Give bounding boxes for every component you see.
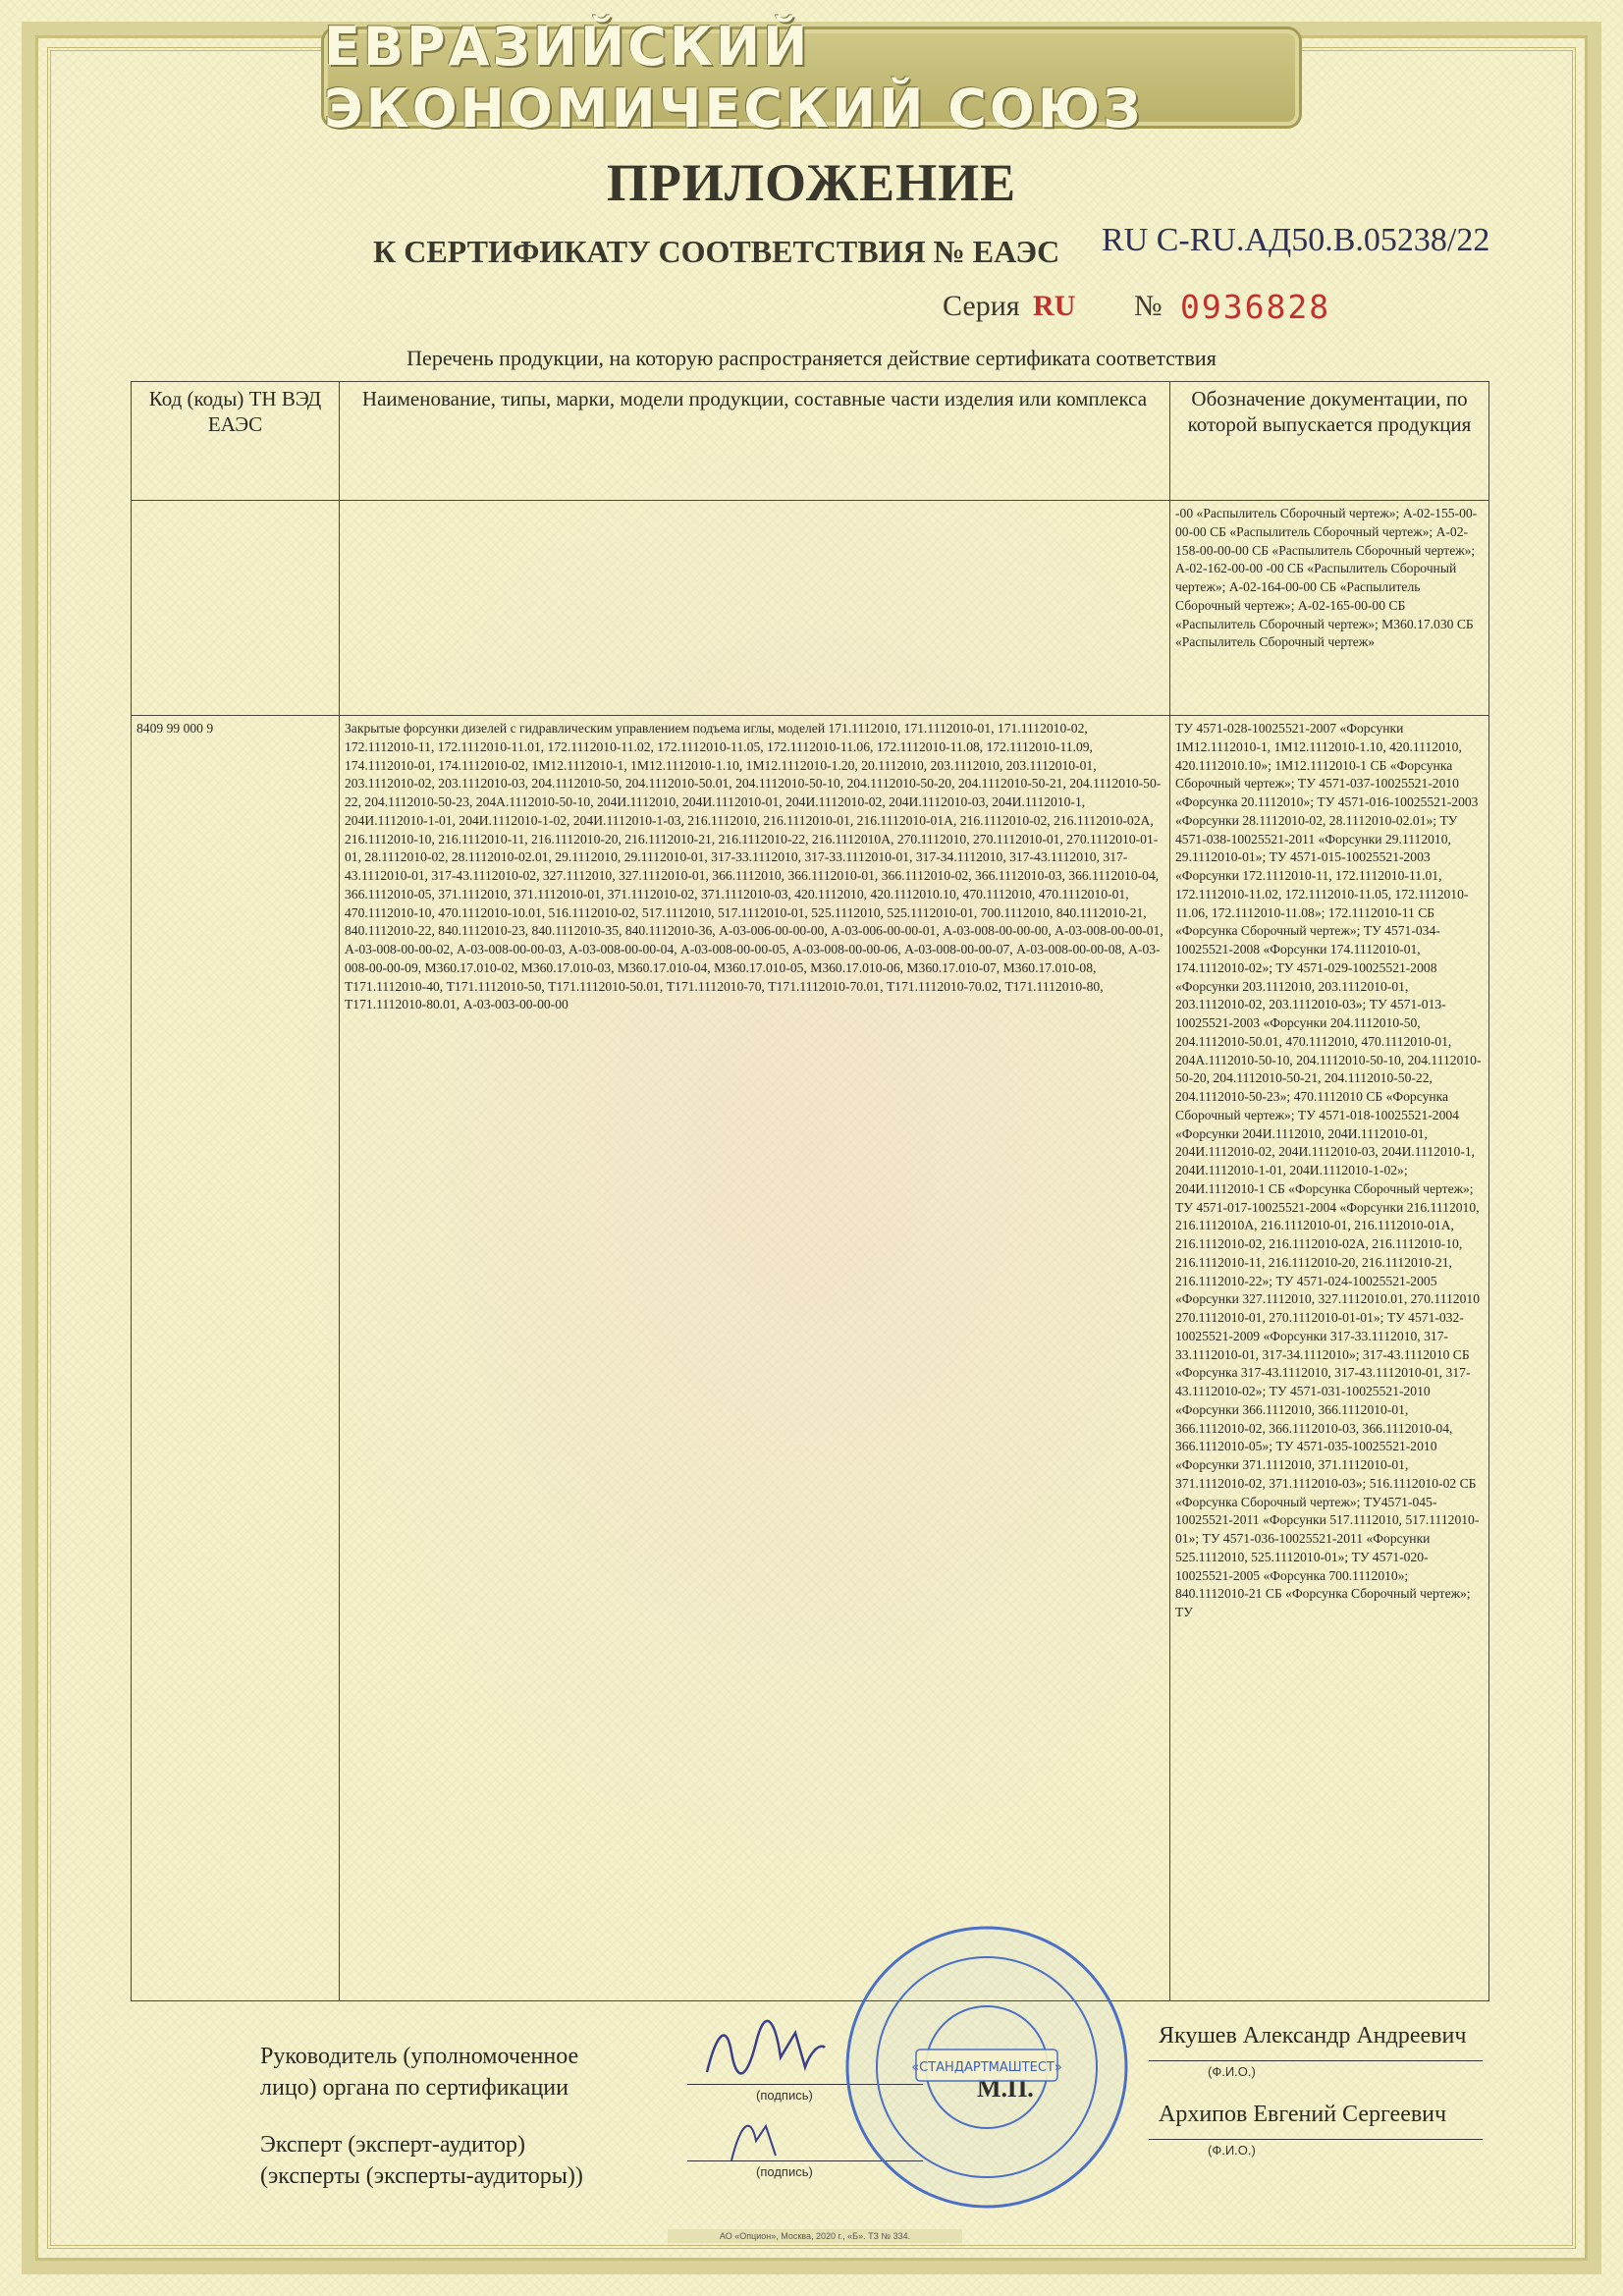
- document-subtitle: К СЕРТИФИКАТУ СООТВЕТСТВИЯ № ЕАЭС: [373, 234, 1060, 269]
- table-header-row: [132, 382, 1489, 501]
- expert-label: [260, 2129, 583, 2193]
- expert-label-line-1: Эксперт (эксперт-аудитор): [260, 2132, 526, 2158]
- row-doc: ТУ 4571-028-10025521-2007 «Форсунки 1М12.1112010-1, 1М12.1112010-1.10, 420.1112010, 420.1112010.10»; 1М12.1112010-1 СБ «Форсунка Сборочный чертеж»; ТУ 4571-037-10025521-2010 «Форсунка 20.1112010»; ТУ 4571-016-10025521-2003 «Форсунки 28.1112010-02, 28.1112010-02.01»; ТУ 4571-038-10025521-2011 «Форсунки 29.1112010, 29.1112010-01»; ТУ 4571-015-10025521-2003 «Форсунки 172.1112010-11, 172.1112010-11.01, 172.1112010-11.02, 172.1112010-11.05, 172.1112010-11.06, 172.1112010-11.08»; 172.1112010-11 СБ «Форсунка Сборочный чертеж»; ТУ 4571-034-10025521-2008 «Форсунки 174.1112010-01, 174.1112010-02»; ТУ 4571-029-10025521-2008 «Форсунки 203.1112010, 203.1112010-01, 203.1112010-02, 203.1112010-03»; ТУ 4571-013-10025521-2003 «Форсунки 204.1112010-50, 204.1112010-50.01, 470.1112010, 470.1112010-01, 204А.1112010-50-10, 204.1112010-50-10, 204.1112010-50-20, 204.1112010-50-21, 204.1112010-50-22, 204.1112010-50-23»; 470.1112010 СБ «Форсунка Сборочный чертеж»; ТУ 4571-018-10025521-2004 «Форсунки 204И.1112010, 204И.1112010-01, 204И.1112010-02, 204И.1112010-03, 204И.1112010-1, 204И.1112010-1-01, 204И.1112010-1-02»; 204И.1112010-1 СБ «Форсунка Сборочный чертеж»; ТУ 4571-017-10025521-2004 «Форсунки 216.1112010, 216.1112010А, 216.1112010-01, 216.1112010-01А, 216.1112010-02, 216.1112010-02А, 216.1112010-10, 216.1112010-11, 216.1112010-20, 216.1112010-21, 216.1112010-22»; ТУ 4571-024-10025521-2005 «Форсунки 327.1112010, 327.1112010.01, 270.1112010 270.1112010-01, 270.1112010-01-01»; ТУ 4571-032-10025521-2009 «Форсунки 317-33.1112010, 317-33.1112010-01, 317-34.1112010»; 317-43.1112010 СБ «Форсунка 317-43.1112010, 317-43.1112010-01, 317-43.1112010-02»; ТУ 4571-031-10025521-2010 «Форсунки 366.1112010, 366.1112010-01, 366.1112010-02, 366.1112010-03, 366.1112010-04, 366.1112010-05»; ТУ 4571-035-10025521-2010 «Форсунки 371.1112010, 371.1112010-01, 371.1112010-02, 371.1112010-03»; 516.1112010-02 СБ «Форсунка Сборочный чертеж»; ТУ4571-045-10025521-2011 «Форсунки 517.1112010, 517.1112010-01»; ТУ 4571-036-10025521-2011 «Форсунки 525.1112010, 525.1112010-01»; ТУ 4571-020-10025521-2005 «Форсунка 700.1112010»; 840.1112010-21 СБ «Форсунка Сборочный чертеж»; ТУ: [1170, 716, 1489, 2001]
- svg-text:«СТАНДАРТМАШТЕСТ»: «СТАНДАРТМАШТЕСТ»: [911, 2060, 1062, 2075]
- certificate-number: RU C-RU.АД50.В.05238/22: [1102, 222, 1490, 258]
- expert-sign-caption: (подпись): [756, 2164, 813, 2179]
- row-name: [340, 501, 1170, 716]
- header-name: Наименование, типы, марки, модели продукции, составные части изделия или комплекса: [340, 382, 1170, 501]
- expert-name-line: [1149, 2139, 1483, 2140]
- row-doc: -00 «Распылитель Сборочный чертеж»; А-02-155-00-00-00 СБ «Распылитель Сборочный чертеж»; А-02-158-00-00-00 СБ «Распылитель Сборочный чертеж»; А-02-162-00-00 -00 СБ «Распылитель Сборочный чертеж»; А-02-164-00-00 СБ «Распылитель Сборочный чертеж»; А-02-165-00-00 СБ «Распылитель Сборочный чертеж»; М360.17.030 СБ «Распылитель Сборочный чертеж»: [1170, 501, 1489, 716]
- expert-name: Архипов Евгений Сергеевич: [1159, 2102, 1447, 2127]
- document-title: ПРИЛОЖЕНИЕ: [606, 153, 1017, 212]
- printer-imprint: АО «Опцион», Москва, 2020 г., «Б». ТЗ № 334.: [668, 2229, 962, 2243]
- header-code: Код (коды) ТН ВЭД ЕАЭС: [132, 382, 340, 501]
- header-doc: Обозначение документации, по которой выпускается продукция: [1170, 382, 1489, 501]
- number-sign: №: [1134, 290, 1163, 322]
- round-stamp: [839, 1920, 1134, 2219]
- head-label: [260, 2041, 578, 2105]
- row-code: [132, 501, 340, 716]
- row-code: 8409 99 000 9: [132, 716, 340, 2001]
- head-name: Якушев Александр Андреевич: [1159, 2023, 1467, 2049]
- table-row: [132, 501, 1489, 716]
- head-label-line-2: лицо) органа по сертификации: [260, 2075, 568, 2102]
- head-sign-caption: (подпись): [756, 2088, 813, 2103]
- series-row: [943, 290, 1075, 323]
- series-number: 0936828: [1180, 288, 1331, 326]
- union-title: ЕВРАЗИЙСКИЙ ЭКОНОМИЧЕСКИЙ СОЮЗ: [324, 16, 1144, 139]
- series-label: Серия: [943, 290, 1020, 322]
- head-name-line: [1149, 2060, 1483, 2061]
- union-banner: [324, 16, 1299, 139]
- head-label-line-1: Руководитель (уполномоченное: [260, 2044, 579, 2069]
- expert-label-line-2: (эксперты (эксперты-аудиторы)): [260, 2163, 583, 2190]
- head-name-caption: (Ф.И.О.): [1208, 2064, 1256, 2079]
- list-caption: Перечень продукции, на которую распространяется действие сертификата соответствия: [406, 346, 1217, 370]
- table-row: [132, 716, 1489, 2001]
- series-code: RU: [1033, 290, 1076, 322]
- products-table: [131, 381, 1489, 2001]
- expert-name-caption: (Ф.И.О.): [1208, 2143, 1256, 2158]
- row-name: Закрытые форсунки дизелей с гидравлическим управлением подъема иглы, моделей 171.1112010, 171.1112010-01, 171.1112010-02, 172.1112010-11, 172.1112010-11.01, 172.1112010-11.02, 172.1112010-11.05, 172.1112010-11.06, 172.1112010-11.08, 172.1112010-11.09, 174.1112010-01, 174.1112010-02, 1М12.1112010-1, 1М12.1112010-1.10, 1М12.1112010-1.20, 20.1112010, 203.1112010, 203.1112010-01, 203.1112010-02, 203.1112010-03, 204.1112010-50, 204.1112010-50.01, 204.1112010-50-10, 204.1112010-50-20, 204.1112010-50-21, 204.1112010-50-22, 204.1112010-50-23, 204А.1112010-50-10, 204И.1112010, 204И.1112010-01, 204И.1112010-02, 204И.1112010-03, 204И.1112010-1, 204И.1112010-1-01, 204И.1112010-1-02, 204И.1112010-1-03, 216.1112010, 216.1112010-01, 216.1112010-01А, 216.1112010-02, 216.1112010-02А, 216.1112010-10, 216.1112010-11, 216.1112010-20, 216.1112010-21, 216.1112010-22, 216.1112010А, 270.1112010, 270.1112010-01, 270.1112010-01-01, 28.1112010-02, 28.1112010-02.01, 29.1112010, 29.1112010-01, 317-33.1112010, 317-33.1112010-01, 317-34.1112010, 317-43.1112010, 317-43.1112010-01, 317-43.1112010-02, 327.1112010, 327.1112010-01, 366.1112010, 366.1112010-01, 366.1112010-02, 366.1112010-03, 366.1112010-04, 366.1112010-05, 371.1112010, 371.1112010-01, 371.1112010-02, 371.1112010-03, 420.1112010, 420.1112010.10, 470.1112010, 470.1112010-01, 470.1112010-10, 470.1112010-10.01, 516.1112010-02, 517.1112010, 517.1112010-01, 525.1112010, 525.1112010-01, 700.1112010, 840.1112010-21, 840.1112010-22, 840.1112010-23, 840.1112010-35, 840.1112010-36, А-03-006-00-00-00, А-03-006-00-00-01, А-03-008-00-00-00, А-03-008-00-00-01, А-03-008-00-00-02, А-03-008-00-00-03, А-03-008-00-00-04, А-03-008-00-00-05, А-03-008-00-00-06, А-03-008-00-00-07, А-03-008-00-00-08, А-03-008-00-00-09, М360.17.010-02, М360.17.010-03, М360.17.010-04, М360.17.010-05, М360.17.010-06, М360.17.010-07, М360.17.010-08, Т171.1112010-40, Т171.1112010-50, Т171.1112010-50.01, Т171.1112010-70, Т171.1112010-70.01, Т171.1112010-70.02, Т171.1112010-80, Т171.1112010-80.01, А-03-003-00-00-00: [340, 716, 1170, 2001]
